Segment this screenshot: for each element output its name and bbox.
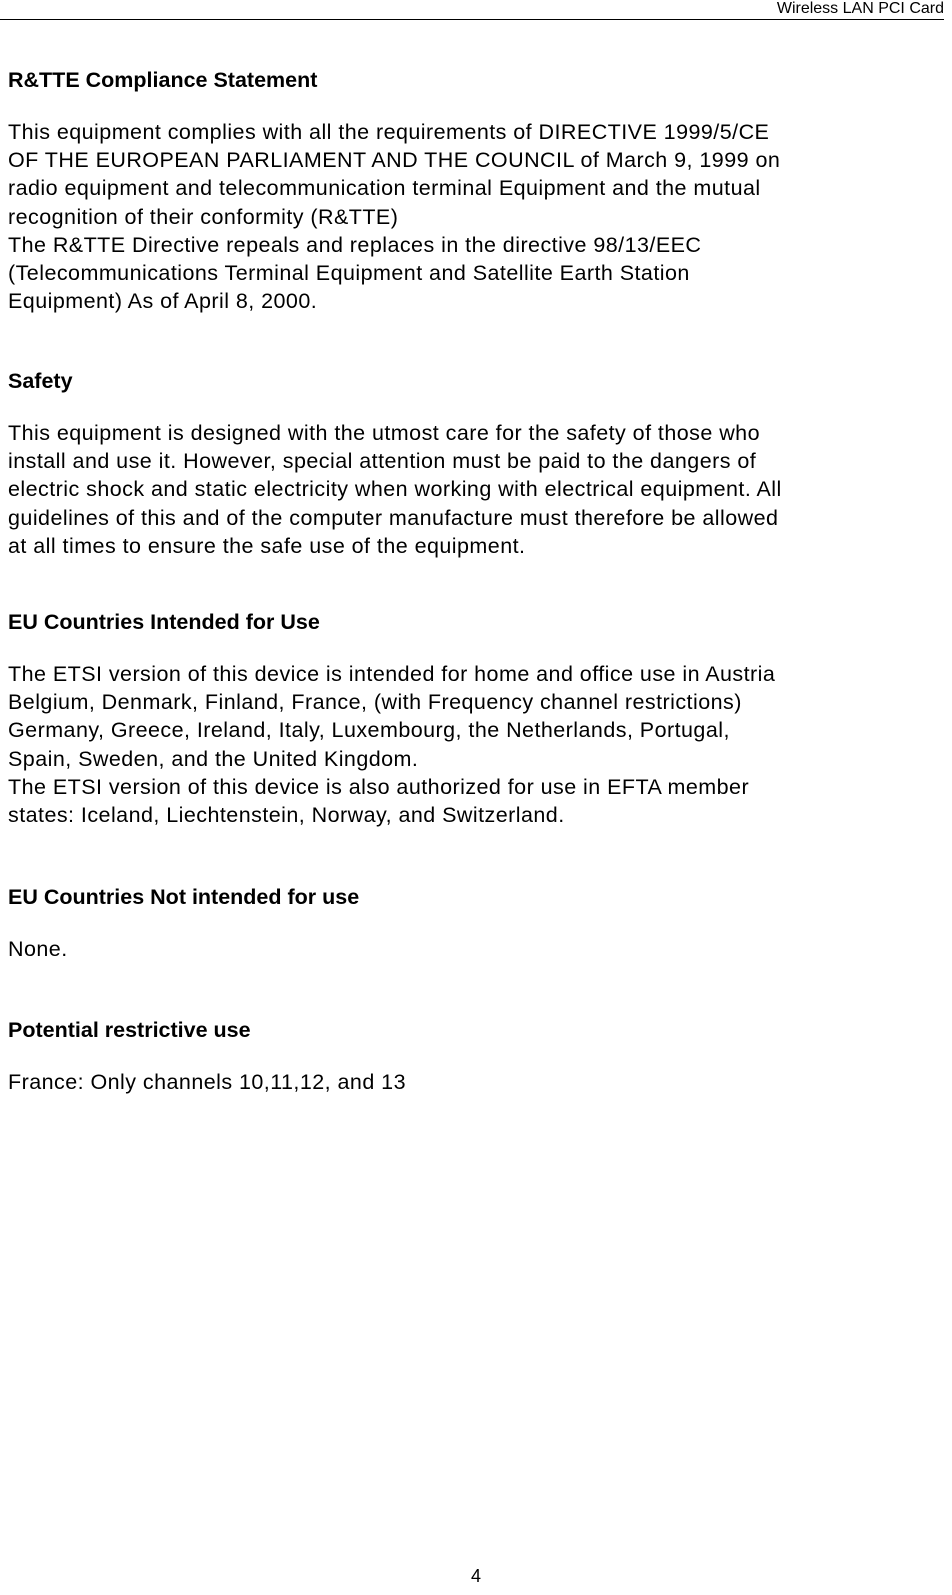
- section-eu-countries-not-intended: [8, 885, 948, 963]
- running-header: [0, 0, 944, 20]
- section-paragraph: [8, 1068, 948, 1096]
- paragraph-line: install and use it. However, special attention must be paid to the dangers of: [8, 449, 757, 474]
- section-heading: Potential restrictive use: [8, 1018, 251, 1042]
- paragraph-line: This equipment complies with all the requirements of DIRECTIVE 1999/5/CE: [8, 120, 770, 144]
- section-safety: [8, 369, 948, 560]
- paragraph-line: states: Iceland, Liechtenstein, Norway, and Switzerland.: [8, 803, 565, 828]
- paragraph-line: The ETSI version of this device is intended for home and office use in Austria: [8, 662, 776, 686]
- paragraph-line: guidelines of this and of the computer manufacture must therefore be allowed: [8, 505, 779, 530]
- paragraph-line: at all times to ensure the safe use of the equipment.: [8, 533, 526, 558]
- section-eu-countries-intended: [8, 610, 948, 829]
- paragraph-line: Germany, Greece, Ireland, Italy, Luxembourg, the Netherlands, Portugal,: [8, 718, 730, 743]
- section-paragraph: [8, 419, 948, 560]
- running-header-title: Wireless LAN PCI Card: [776, 0, 944, 17]
- paragraph-line: radio equipment and telecommunication terminal Equipment and the mutual: [8, 176, 761, 201]
- page-number: 4: [470, 1566, 481, 1586]
- paragraph-line: The R&TTE Directive repeals and replaces in the directive 98/13/EEC: [8, 232, 702, 257]
- section-paragraph: [8, 660, 948, 829]
- section-heading: EU Countries Not intended for use: [8, 885, 360, 909]
- paragraph-line: electric shock and static electricity when working with electrical equipment. All: [8, 477, 782, 502]
- paragraph-line: Belgium, Denmark, Finland, France, (with Frequency channel restrictions): [8, 690, 742, 715]
- paragraph-line: (Telecommunications Terminal Equipment and Satellite Earth Station: [8, 261, 690, 286]
- section-heading: EU Countries Intended for Use: [8, 610, 320, 634]
- paragraph-line: Equipment) As of April 8, 2000.: [8, 289, 318, 314]
- paragraph-line: Spain, Sweden, and the United Kingdom.: [8, 746, 419, 771]
- section-potential-restrictive-use: [8, 1018, 948, 1096]
- paragraph-line: France: Only channels 10,11,12, and 13: [8, 1070, 406, 1094]
- paragraph-line: OF THE EUROPEAN PARLIAMENT AND THE COUNCIL of March 9, 1999 on: [8, 148, 781, 173]
- section-rtte-compliance: [8, 68, 948, 315]
- section-paragraph: [8, 935, 948, 963]
- paragraph-line: None.: [8, 937, 68, 961]
- section-heading: Safety: [8, 369, 73, 393]
- section-heading: R&TTE Compliance Statement: [8, 68, 318, 92]
- paragraph-line: This equipment is designed with the utmost care for the safety of those who: [8, 421, 760, 445]
- paragraph-line: recognition of their conformity (R&TTE): [8, 204, 399, 229]
- section-paragraph: [8, 118, 948, 315]
- paragraph-line: The ETSI version of this device is also authorized for use in EFTA member: [8, 774, 750, 799]
